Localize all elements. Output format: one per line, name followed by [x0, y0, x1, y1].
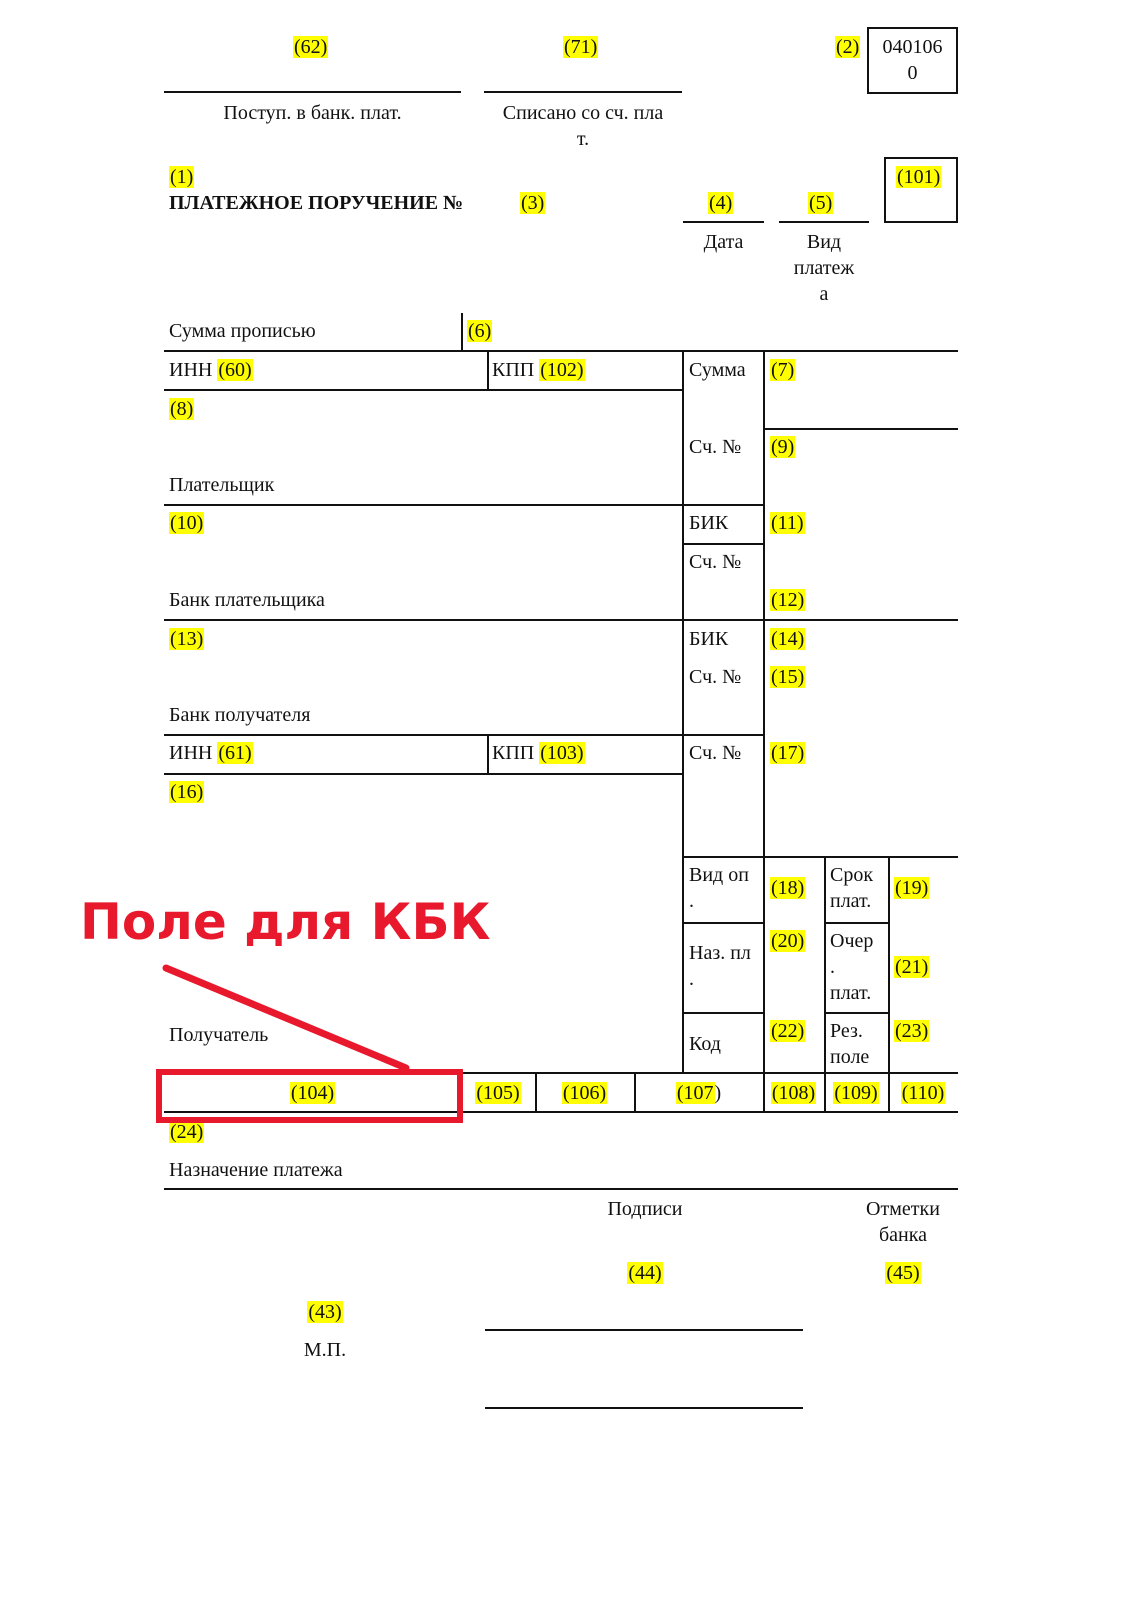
amount-label: Сумма	[689, 359, 746, 381]
code-label: Код	[689, 1033, 721, 1055]
field-17: (17)	[771, 742, 805, 764]
order-label-line3: плат.	[830, 982, 872, 1004]
annotation-pointer-line	[166, 968, 406, 1068]
payee-label: Получатель	[169, 1024, 269, 1046]
order-label-line1: Очер	[830, 930, 874, 952]
field-71: (71)	[564, 36, 598, 58]
kbk-annotation-label: Поле для КБК	[80, 893, 491, 951]
field-1: (1)	[170, 166, 194, 188]
field-61: (61)	[218, 742, 252, 764]
field-101: (101)	[897, 166, 941, 188]
field-44: (44)	[628, 1262, 662, 1284]
field-9: (9)	[771, 436, 795, 458]
field-24: (24)	[170, 1121, 204, 1143]
form-code-line2: 0	[907, 62, 918, 84]
amount-words-label: Сумма прописью	[169, 320, 316, 342]
field-6: (6)	[468, 320, 492, 342]
term-label-line1: Срок	[830, 864, 874, 886]
field-12: (12)	[771, 589, 805, 611]
kbk-highlight-box	[156, 1069, 463, 1123]
field-5: (5)	[809, 192, 833, 214]
field-23: (23)	[895, 1020, 929, 1042]
field-14: (14)	[771, 628, 805, 650]
payer-kpp-label: КПП (102)	[492, 359, 584, 381]
kbk-field-104[interactable]: (104)	[290, 1082, 335, 1104]
bank-marks-label-line2: банка	[878, 1224, 928, 1246]
field-107: (107)	[676, 1082, 722, 1104]
field-3: (3)	[521, 192, 545, 214]
field-7: (7)	[771, 359, 795, 381]
payee-account-label: Сч. №	[689, 742, 742, 764]
reserve-label-line2: поле	[830, 1046, 870, 1068]
field-102: (102)	[540, 359, 584, 381]
payee-inn-label: ИНН (61)	[169, 742, 252, 764]
payer-bank-label: Банк плательщика	[169, 589, 325, 611]
bank-marks-label-line1: Отметки	[866, 1198, 940, 1220]
field-106: (106)	[562, 1082, 607, 1104]
field-62: (62)	[294, 36, 328, 58]
payer-bank-account-label: Сч. №	[689, 551, 742, 573]
signatures-label: Подписи	[607, 1198, 683, 1220]
op-type-label-line1: Вид оп	[689, 864, 749, 886]
stamp-label: М.П.	[303, 1339, 347, 1361]
payee-bank-label: Банк получателя	[169, 704, 311, 726]
payer-account-label: Сч. №	[689, 436, 742, 458]
form-code-line1: 040106	[882, 36, 943, 58]
term-label-line2: плат.	[830, 890, 872, 912]
field-110: (110)	[901, 1082, 945, 1104]
debited-label-line2: т.	[576, 128, 590, 150]
field-108: (108)	[771, 1082, 816, 1104]
field-20: (20)	[771, 930, 805, 952]
date-label: Дата	[703, 231, 744, 253]
field-43: (43)	[308, 1301, 342, 1323]
payment-type-label-line3: а	[819, 283, 829, 305]
payment-type-label-line2: платеж	[793, 257, 855, 279]
payee-bank-account-label: Сч. №	[689, 666, 742, 688]
payer-inn-label: ИНН (60)	[169, 359, 252, 381]
field-13: (13)	[170, 628, 204, 650]
field-4: (4)	[709, 192, 733, 214]
field-8: (8)	[170, 398, 194, 420]
field-2: (2)	[836, 36, 860, 58]
op-type-label-line2: .	[689, 890, 694, 912]
page-title: ПЛАТЕЖНОЕ ПОРУЧЕНИЕ №	[169, 192, 464, 214]
payer-label: Плательщик	[169, 474, 275, 496]
field-105: (105)	[476, 1082, 520, 1104]
debited-label-line1: Списано со сч. пла	[502, 102, 664, 124]
field-10: (10)	[170, 512, 204, 534]
purpose-type-label-line2: .	[689, 968, 694, 990]
field-18: (18)	[771, 877, 805, 899]
field-21: (21)	[895, 956, 929, 978]
payment-type-label-line1: Вид	[806, 231, 842, 253]
purpose-type-label-line1: Наз. пл	[689, 942, 751, 964]
field-109: (109)	[834, 1082, 878, 1104]
payer-bik-label: БИК	[689, 512, 729, 534]
purpose-label: Назначение платежа	[169, 1159, 343, 1181]
field-11: (11)	[771, 512, 804, 534]
field-22: (22)	[771, 1020, 805, 1042]
payee-bik-label: БИК	[689, 628, 729, 650]
field-19: (19)	[895, 877, 929, 899]
reserve-label-line1: Рез.	[830, 1020, 863, 1042]
field-103: (103)	[540, 742, 584, 764]
field-60: (60)	[218, 359, 252, 381]
received-label: Поступ. в банк. плат.	[223, 102, 402, 124]
field-15: (15)	[771, 666, 805, 688]
order-label-line2: .	[830, 956, 835, 978]
field-45: (45)	[886, 1262, 920, 1284]
payee-kpp-label: КПП (103)	[492, 742, 584, 764]
field-16: (16)	[170, 781, 204, 803]
